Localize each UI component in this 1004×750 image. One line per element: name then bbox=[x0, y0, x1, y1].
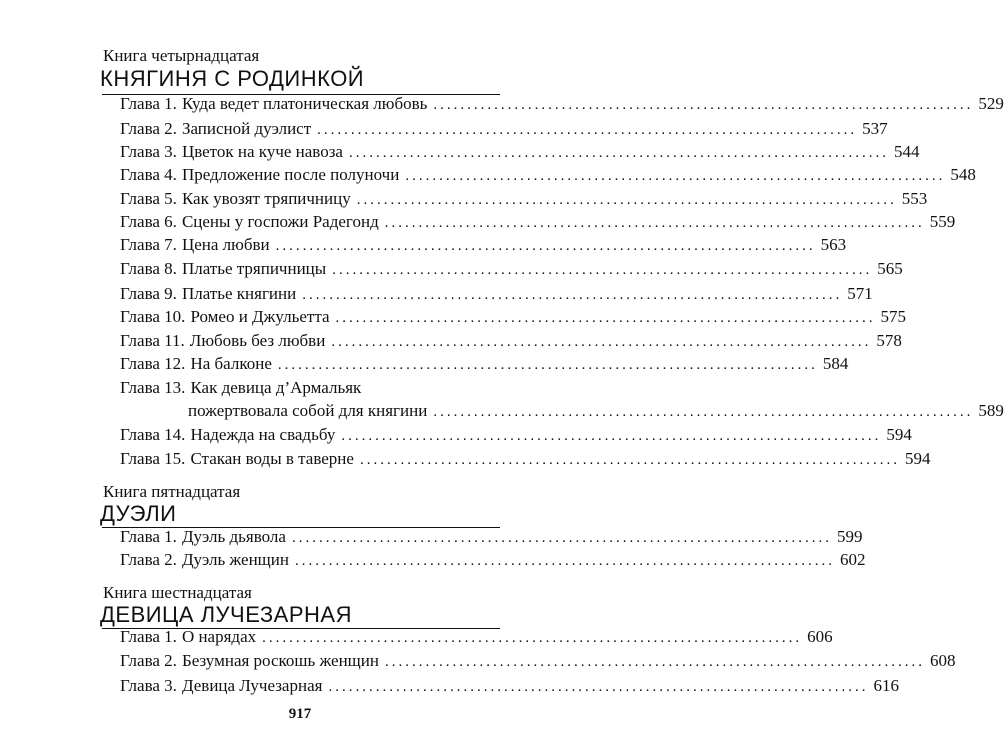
chapter-number: Глава 2. bbox=[120, 550, 177, 569]
toc-entry bbox=[120, 164, 976, 186]
page-number: 571 bbox=[847, 284, 873, 303]
chapter-number: Глава 15. bbox=[120, 449, 186, 468]
toc-entry bbox=[120, 118, 888, 140]
page-number: 553 bbox=[901, 189, 928, 208]
chapter-title-continuation: пожертвовала собой для княгини bbox=[188, 401, 428, 420]
dot-leader: ................................................................................ bbox=[384, 215, 925, 231]
page-folio: 917 bbox=[288, 706, 312, 722]
dot-leader: ................................................................................ bbox=[359, 452, 900, 468]
toc-entry-continuation bbox=[120, 400, 1004, 422]
toc-entry bbox=[120, 283, 873, 305]
page-number: 578 bbox=[876, 331, 902, 350]
chapter-title: Записной дуэлист bbox=[181, 119, 312, 138]
toc-entry bbox=[120, 188, 928, 210]
page-number: 584 bbox=[822, 354, 849, 373]
book-label: Книга четырнадцатая bbox=[103, 46, 260, 65]
toc-entry bbox=[120, 93, 1004, 115]
page-number: 544 bbox=[893, 142, 920, 161]
dot-leader: ................................................................................ bbox=[277, 357, 818, 373]
page-number: 608 bbox=[929, 651, 956, 670]
chapter-number: Глава 1. bbox=[120, 627, 177, 646]
page-number: 594 bbox=[886, 425, 912, 444]
chapter-title: Ромео и Джульетта bbox=[190, 307, 330, 326]
chapter-title: Дуэль женщин bbox=[181, 550, 289, 569]
page-number: 606 bbox=[807, 627, 833, 646]
chapter-number: Глава 2. bbox=[120, 119, 177, 138]
dot-leader: ................................................................................ bbox=[275, 238, 816, 254]
dot-leader: ................................................................................ bbox=[433, 404, 974, 420]
book-title: ДУЭЛИ bbox=[100, 501, 177, 526]
dot-leader: ................................................................................ bbox=[317, 122, 858, 138]
chapter-title: Как увозят тряпичницу bbox=[181, 189, 351, 208]
toc-entry bbox=[120, 526, 863, 548]
chapter-title: Надежда на свадьбу bbox=[190, 425, 336, 444]
page-number: 548 bbox=[950, 165, 976, 184]
dot-leader: ................................................................................ bbox=[291, 530, 832, 546]
chapter-number: Глава 13. bbox=[120, 378, 186, 397]
page-number: 616 bbox=[873, 676, 899, 695]
chapter-number: Глава 2. bbox=[120, 651, 177, 670]
chapter-title: Цветок на куче навоза bbox=[181, 142, 343, 161]
book-title: КНЯГИНЯ С РОДИНКОЙ bbox=[100, 66, 365, 91]
book-title: ДЕВИЦА ЛУЧЕЗАРНАЯ bbox=[100, 602, 352, 627]
chapter-title: Девица Лучезарная bbox=[181, 676, 323, 695]
dot-leader: ................................................................................ bbox=[331, 334, 872, 350]
chapter-title: Стакан воды в таверне bbox=[190, 449, 354, 468]
chapter-number: Глава 1. bbox=[120, 527, 177, 546]
book-label: Книга пятнадцатая bbox=[103, 482, 241, 501]
chapter-title: Цена любви bbox=[181, 235, 270, 254]
chapter-number: Глава 3. bbox=[120, 676, 177, 695]
dot-leader: ................................................................................ bbox=[405, 168, 946, 184]
dot-leader: ................................................................................ bbox=[356, 192, 897, 208]
dot-leader: ................................................................................ bbox=[332, 262, 873, 278]
toc-entry bbox=[120, 353, 849, 375]
dot-leader: ................................................................................ bbox=[302, 287, 843, 303]
toc-entry bbox=[120, 234, 847, 256]
toc-entry bbox=[120, 141, 920, 163]
toc-entry bbox=[120, 258, 903, 280]
page-number: 563 bbox=[820, 235, 847, 254]
chapter-title: Платье тряпичницы bbox=[181, 259, 327, 278]
toc-entry bbox=[120, 549, 866, 571]
chapter-number: Глава 6. bbox=[120, 212, 177, 231]
toc-entry bbox=[120, 675, 899, 697]
chapter-number: Глава 4. bbox=[120, 165, 177, 184]
toc-entry bbox=[120, 330, 902, 352]
chapter-number: Глава 5. bbox=[120, 189, 177, 208]
toc-entry bbox=[120, 448, 931, 470]
chapter-number: Глава 3. bbox=[120, 142, 177, 161]
dot-leader: ................................................................................ bbox=[384, 654, 925, 670]
page-number: 559 bbox=[929, 212, 956, 231]
dot-leader: ................................................................................ bbox=[341, 428, 882, 444]
chapter-number: Глава 8. bbox=[120, 259, 177, 278]
toc-entry bbox=[120, 211, 956, 233]
toc-entry bbox=[120, 626, 833, 648]
chapter-number: Глава 10. bbox=[120, 307, 186, 326]
chapter-title: Сцены у госпожи Радегонд bbox=[181, 212, 379, 231]
page-number: 589 bbox=[978, 401, 1004, 420]
chapter-title: Любовь без любви bbox=[189, 331, 326, 350]
dot-leader: ................................................................................ bbox=[335, 310, 876, 326]
chapter-title: Платье княгини bbox=[181, 284, 297, 303]
book-label: Книга шестнадцатая bbox=[103, 583, 252, 602]
page-number: 599 bbox=[836, 527, 863, 546]
toc-entry bbox=[120, 424, 912, 446]
chapter-number: Глава 11. bbox=[120, 331, 185, 350]
chapter-title: Предложение после полуночи bbox=[181, 165, 400, 184]
page-number: 575 bbox=[880, 307, 907, 326]
chapter-number: Глава 12. bbox=[120, 354, 186, 373]
chapter-title: Безумная роскошь женщин bbox=[181, 651, 379, 670]
chapter-title: Куда ведет платоническая любовь bbox=[181, 94, 428, 113]
dot-leader: ................................................................................ bbox=[328, 679, 869, 695]
toc-entry bbox=[120, 306, 907, 328]
chapter-title: Дуэль дьявола bbox=[181, 527, 286, 546]
dot-leader: ................................................................................ bbox=[294, 553, 835, 569]
chapter-number: Глава 7. bbox=[120, 235, 177, 254]
chapter-title: На балконе bbox=[190, 354, 272, 373]
page-number: 529 bbox=[978, 94, 1004, 113]
chapter-title: О нарядах bbox=[181, 627, 257, 646]
page-number: 594 bbox=[904, 449, 931, 468]
chapter-title: Как девица д’Армальяк bbox=[190, 378, 362, 397]
chapter-number: Глава 14. bbox=[120, 425, 186, 444]
dot-leader: ................................................................................ bbox=[433, 97, 974, 113]
page-number: 602 bbox=[839, 550, 866, 569]
page-number: 565 bbox=[877, 259, 903, 278]
toc-entry bbox=[120, 377, 501, 399]
chapter-number: Глава 9. bbox=[120, 284, 177, 303]
dot-leader: ................................................................................ bbox=[348, 145, 889, 161]
page-number: 537 bbox=[862, 119, 888, 138]
dot-leader: ................................................................................ bbox=[262, 630, 803, 646]
toc-entry bbox=[120, 650, 956, 672]
chapter-number: Глава 1. bbox=[120, 94, 177, 113]
